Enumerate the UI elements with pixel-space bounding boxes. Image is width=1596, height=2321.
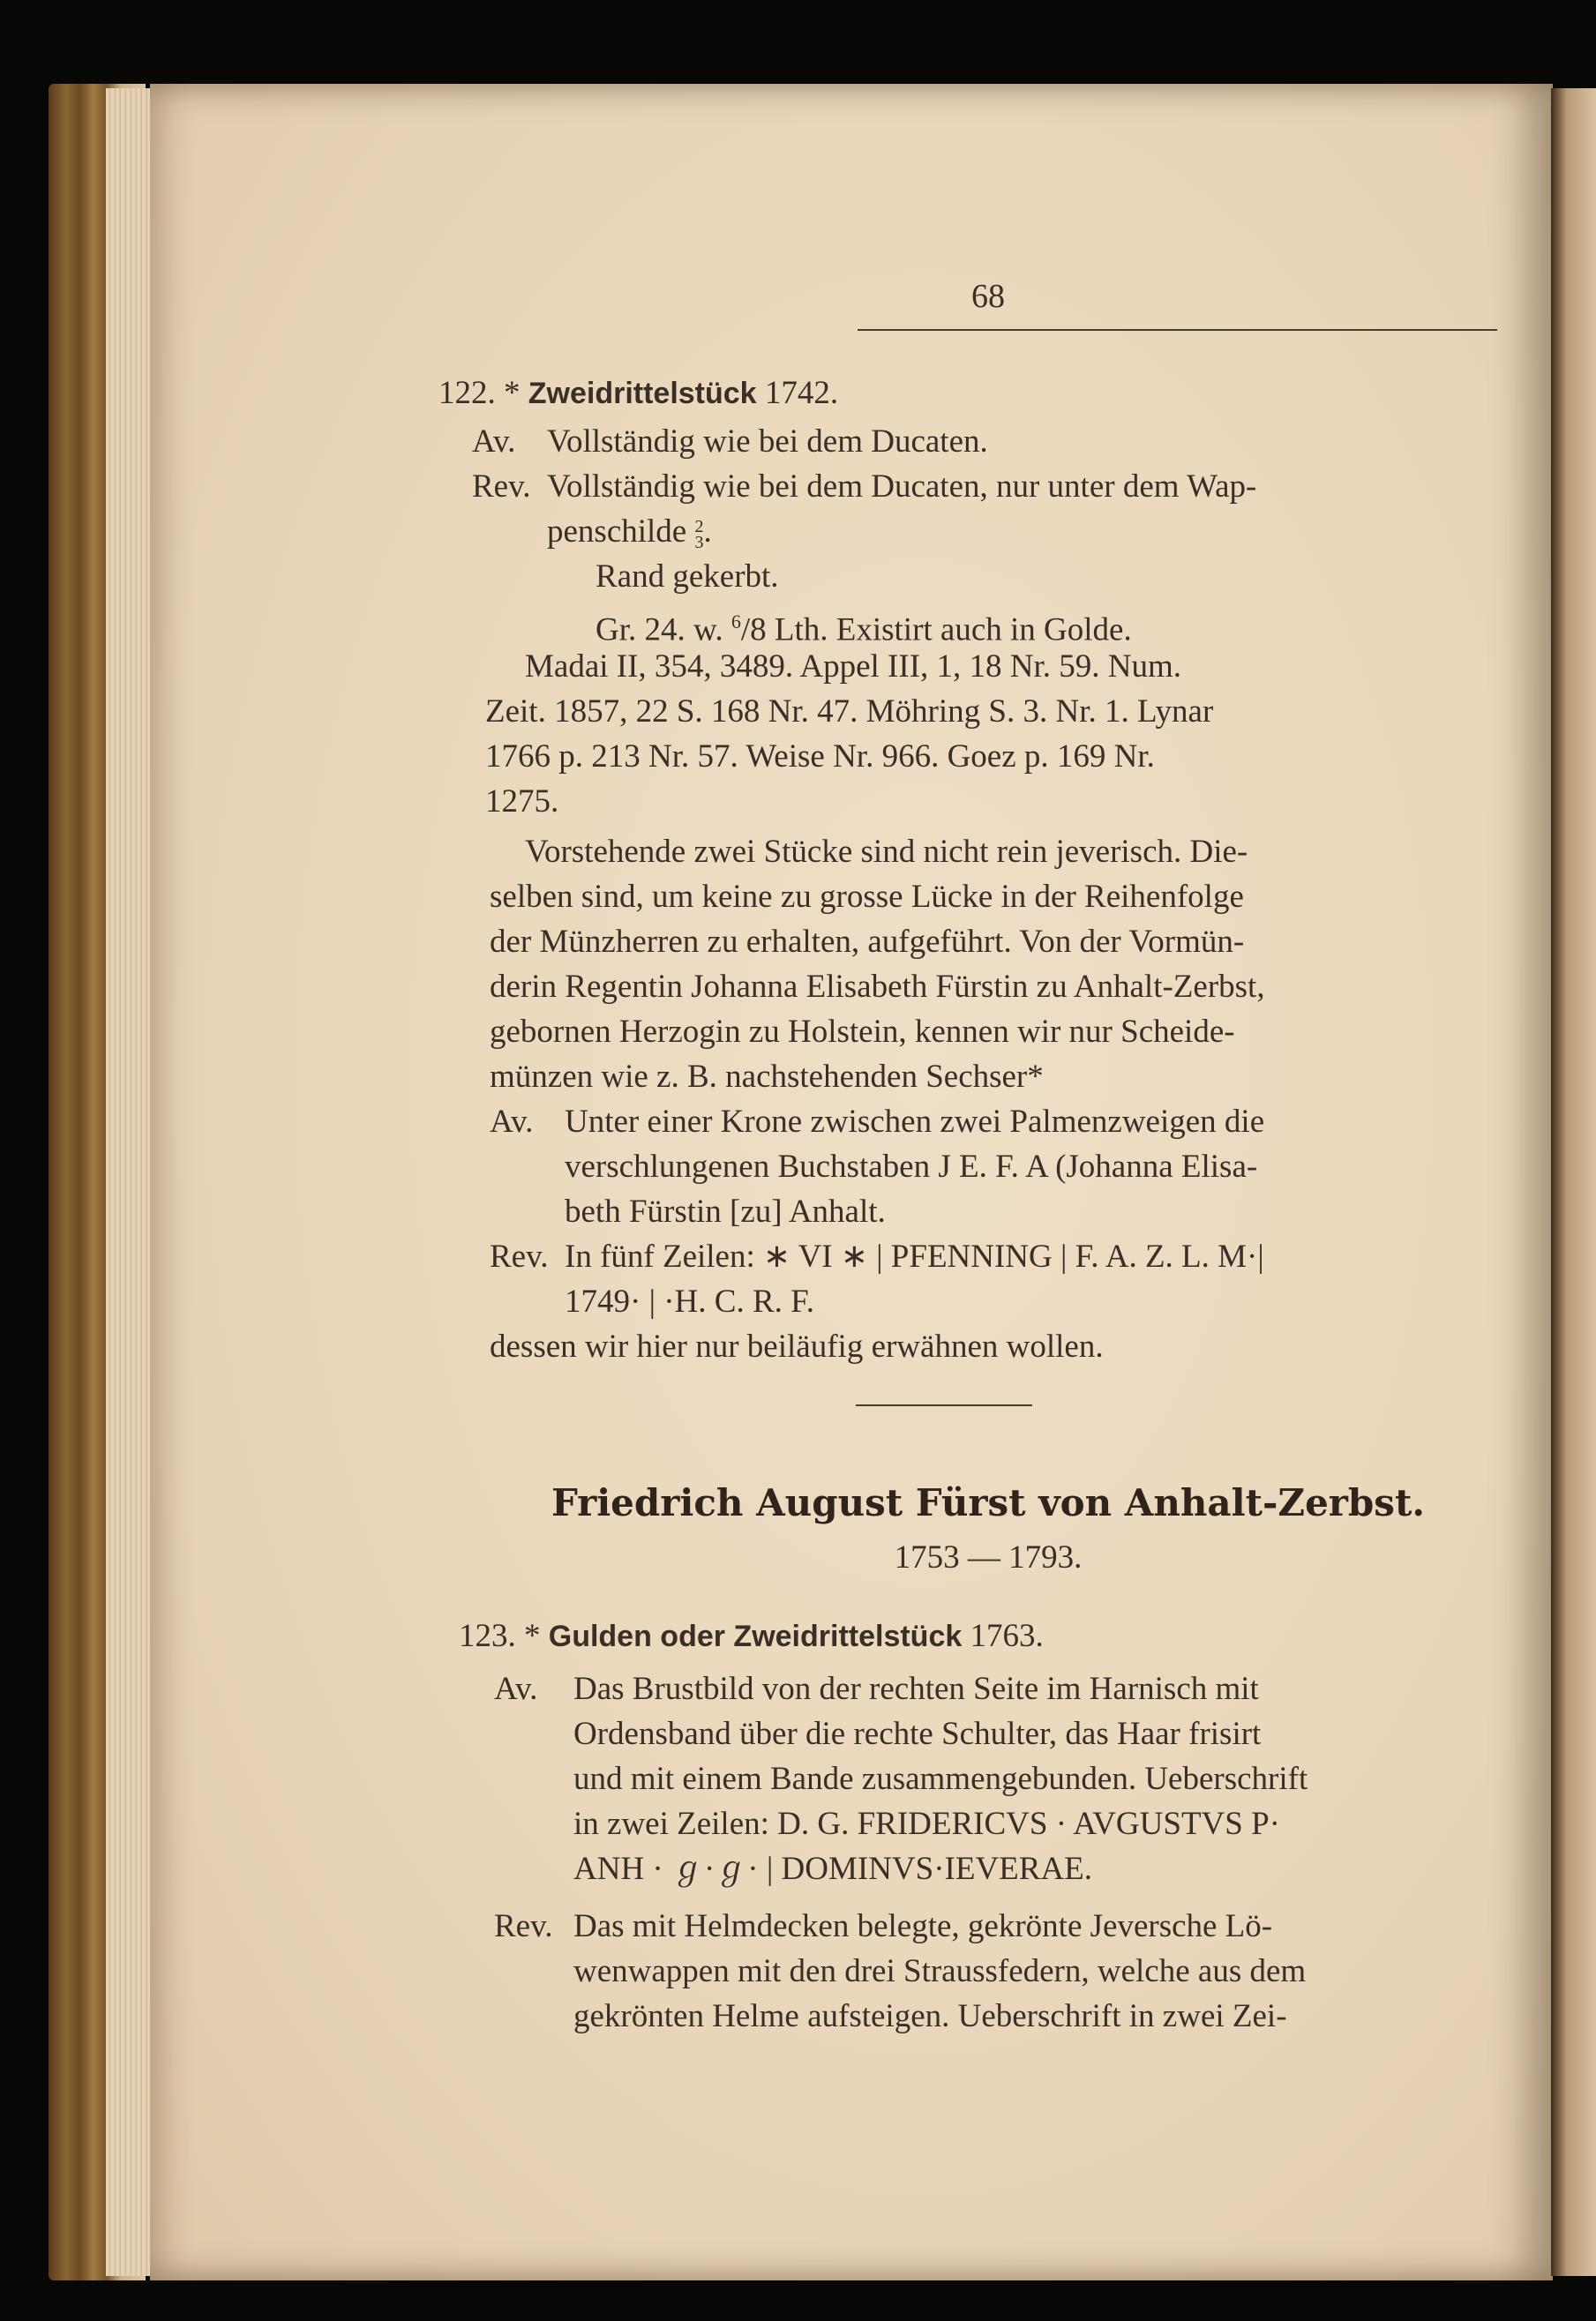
facing-page-edge (1551, 88, 1596, 2276)
page-stack-edges (106, 88, 154, 2276)
entry-122-weight-a: Gr. 24. w. (596, 611, 723, 648)
entry-123-av-label: Av. (494, 1671, 538, 1707)
paragraph-line: selben sind, um keine zu grosse Lücke in der Reihenfolge (490, 879, 1244, 915)
entry-122-number: 122. * (438, 375, 521, 411)
entry-122-rev-line2-text: penschilde (547, 513, 687, 550)
sechser-av-line: Unter einer Krone zwischen zwei Palmenzweigen die (565, 1104, 1265, 1140)
sechser-av-line: verschlungenen Buchstaben J E. F. A (Johanna Elisa- (565, 1149, 1258, 1185)
paragraph-line: der Münzherren zu erhalten, aufgeführt. Von der Vormün- (490, 924, 1245, 960)
entry-123-av (494, 1666, 1259, 1711)
entry-123-av-line: ANH · ℊ·ℊ· | DOMINVS·IEVERAE. (573, 1851, 1093, 1887)
sechser-rev (490, 1234, 1264, 1279)
entry-123-number: 123. * (459, 1618, 541, 1654)
entry-123-av-line: Ordensband über die rechte Schulter, das Haar frisirt (573, 1716, 1262, 1752)
entry-122-rand: Rand gekerbt. (596, 558, 779, 595)
sechser-av-line: beth Fürstin [zu] Anhalt. (565, 1194, 886, 1230)
entry-122-rev-line2: penschilde 2 3. (547, 513, 712, 552)
entry-123-av-line: Das Brustbild von der rechten Seite im Harnisch mit (573, 1671, 1259, 1707)
entry-123-title: Gulden oder Zweidrittelstück (548, 1620, 963, 1653)
entry-122-weight-b: /8 Lth. Existirt auch in Golde. (740, 611, 1132, 648)
entry-122-title: Zweidrittelstück (528, 377, 757, 410)
entry-122-ref-line: 1766 p. 213 Nr. 57. Weise Nr. 966. Goez p. 169 Nr. (485, 738, 1155, 775)
entry-122-ref-line: Madai II, 354, 3489. Appel III, 1, 18 Nr. 59. Num. (525, 648, 1182, 685)
entry-122-rev-label: Rev. (472, 468, 531, 505)
paragraph-line: münzen wie z. B. nachstehenden Sechser* (490, 1059, 1044, 1095)
paragraph-line: gebornen Herzogin zu Holstein, kennen wir nur Scheide- (490, 1014, 1235, 1050)
sechser-av (490, 1099, 1264, 1144)
entry-123-rev-line: gekrönten Helme aufsteigen. Ueberschrift in zwei Zei- (573, 1998, 1287, 2034)
entry-123-av-line: in zwei Zeilen: D. G. FRIDERICVS · AVGUSTVS P· (573, 1806, 1280, 1842)
entry-123-year: 1763. (970, 1618, 1044, 1654)
sechser-rev-line: In fünf Zeilen: ∗ VI ∗ | PFENNING | F. A. Z. L. M·| (565, 1239, 1264, 1275)
entry-122-year: 1742. (764, 375, 839, 411)
sechser-rev-line: 1749· | ·H. C. R. F. (565, 1284, 814, 1320)
page-number: 68 (971, 278, 1005, 315)
entry-123-av-line: und mit einem Bande zusammengebunden. Ueberschrift (573, 1761, 1308, 1797)
section-title: Friedrich August Fürst von Anhalt-Zerbst. (551, 1481, 1425, 1524)
entry-122-rev (472, 464, 1256, 509)
entry-122-av (472, 419, 988, 464)
section-separator (856, 1404, 1032, 1406)
paragraph-line: derin Regentin Johanna Elisabeth Fürstin zu Anhalt-Zerbst, (490, 969, 1265, 1005)
entry-122-ref-line: Zeit. 1857, 22 S. 168 Nr. 47. Möhring S. 3. Nr. 1. Lynar (485, 693, 1214, 730)
entry-123-rev (494, 1904, 1272, 1949)
entry-123-rev-line: wenwappen mit den drei Straussfedern, welche aus dem (573, 1953, 1307, 1989)
entry-123-heading (459, 1613, 1044, 1659)
closing-line: dessen wir hier nur beiläufig erwähnen wollen. (490, 1329, 1104, 1365)
fraction-denominator: 3 (694, 532, 704, 552)
entry-122-rev-line1: Vollständig wie bei dem Ducaten, nur unter dem Wap- (547, 468, 1257, 505)
entry-122-weight-sup: 6 (731, 610, 741, 633)
page-number-rule (858, 329, 1497, 331)
paragraph-line: Vorstehende zwei Stücke sind nicht rein jeverisch. Die- (525, 834, 1248, 870)
entry-123-rev-label: Rev. (494, 1908, 553, 1944)
entry-122-av-label: Av. (472, 423, 516, 460)
entry-123-rev-line: Das mit Helmdecken belegte, gekrönte Jeversche Lö- (573, 1908, 1273, 1944)
sechser-av-label: Av. (490, 1104, 534, 1140)
sechser-rev-label: Rev. (490, 1239, 549, 1275)
entry-122-av-text: Vollständig wie bei dem Ducaten. (547, 423, 988, 460)
entry-122-heading (438, 371, 838, 416)
page-content (438, 0, 1434, 2321)
section-dates: 1753 — 1793. (894, 1539, 1083, 1576)
fraction-two-thirds (694, 516, 704, 552)
entry-122-ref-line: 1275. (485, 783, 559, 820)
fraction-numerator: 2 (694, 516, 704, 536)
